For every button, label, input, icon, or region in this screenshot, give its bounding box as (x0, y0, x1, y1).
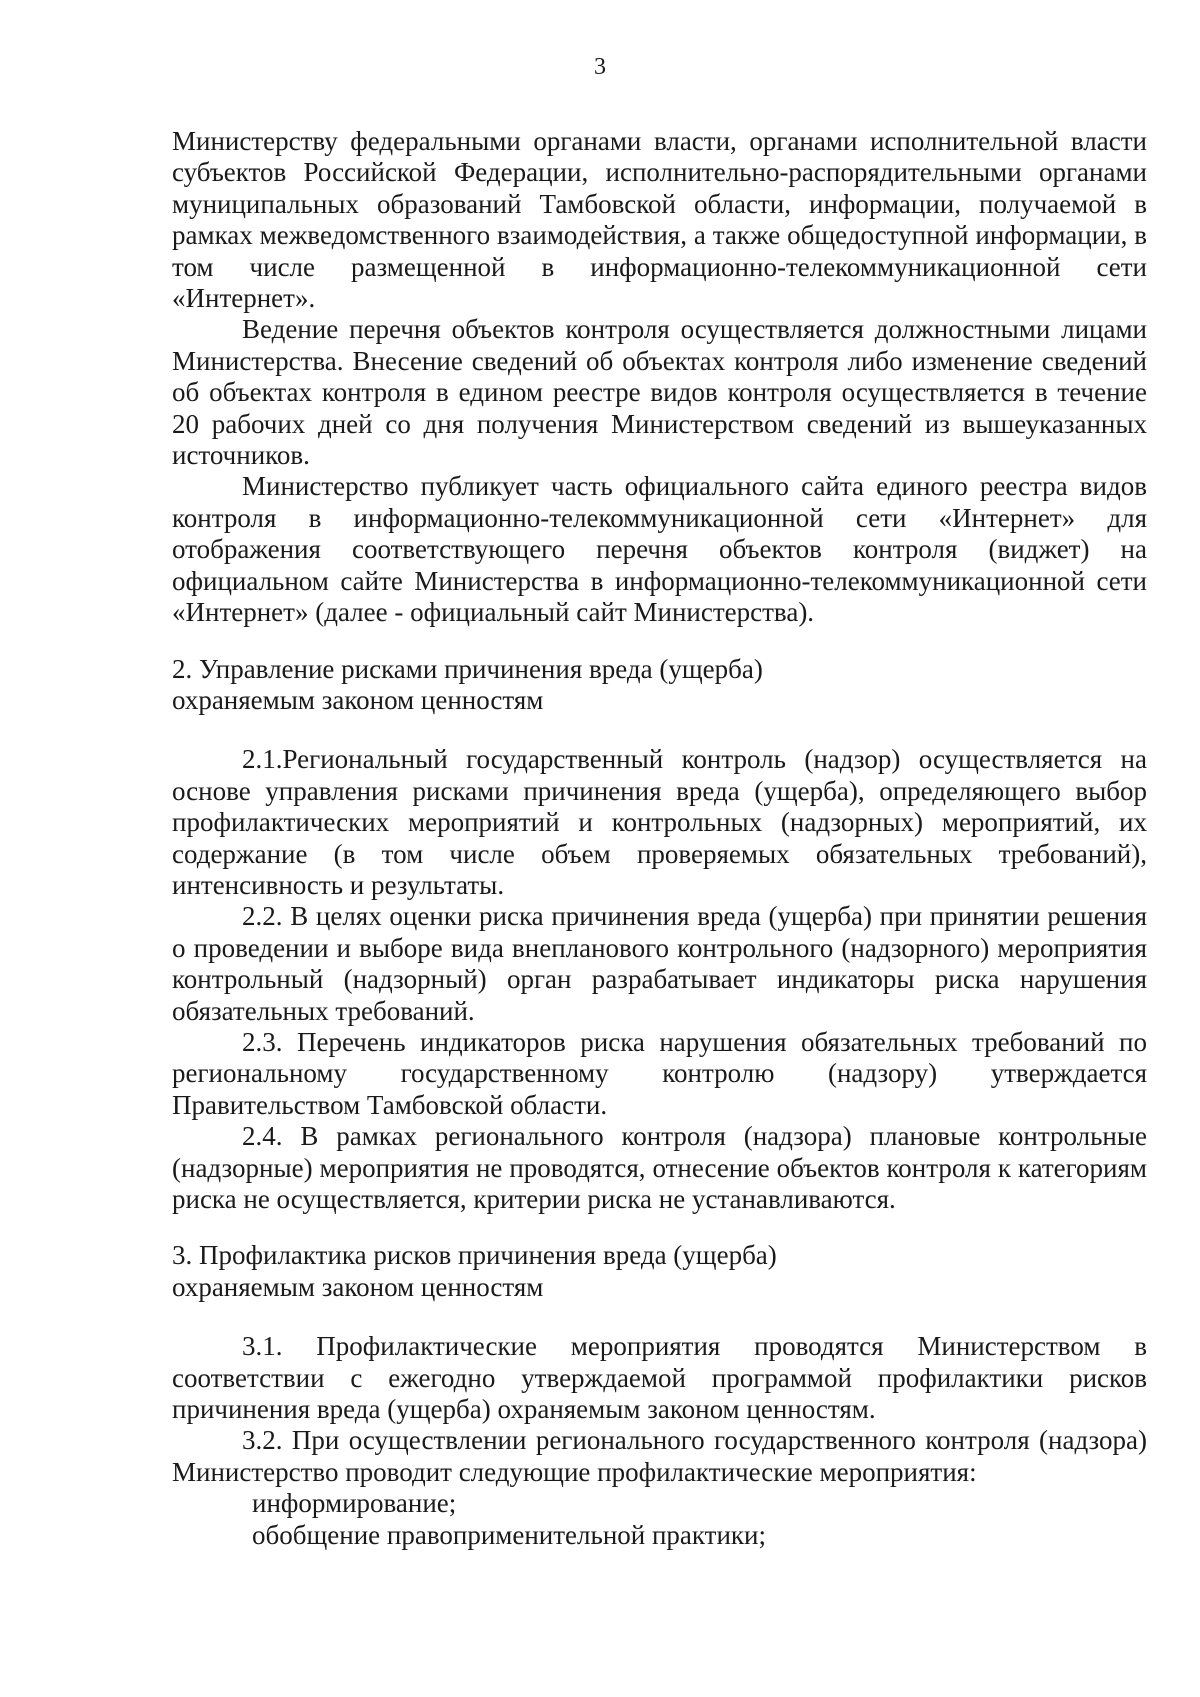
paragraph-intro: Министерство публикует часть официального сайта единого реестра видов контроля в информационно-телекоммуникационной сети «Интернет» для отображения соответствующего перечня объектов контроля (виджет) на официальном сайте Министерства в информационно-телекоммуникационной сети «Интернет» (далее - официальный сайт Министерства). (172, 471, 1147, 628)
list-item: обобщение правоприменительной практики; (252, 1519, 766, 1550)
section-3-heading-line-2: охраняемым законом ценностям (172, 1271, 544, 1302)
document-body (172, 126, 1147, 1551)
clause-2-1: 2.1.Региональный государственный контроль (надзор) осуществляется на основе управления рисками причинения вреда (ущерба), определяющего выбор профилактических мероприятий и контрольных (надзорных) мероприятий, их содержание (в том числе объем проверяемых обязательных требований), интенсивность и результаты. (172, 744, 1147, 900)
section-3-heading-line-1: 3. Профилактика рисков причинения вреда (ущерба) (172, 1240, 777, 1271)
paragraph-intro: Ведение перечня объектов контроля осуществляется должностными лицами Министерства. Внесение сведений об объектах контроля либо изменение сведений об объектах контроля в едином реестре видов контроля осуществляется в течение 20 рабочих дней со дня получения Министерством сведений из вышеуказанных источников. (172, 314, 1147, 471)
clause-3-1: 3.1. Профилактические мероприятия проводятся Министерством в соответствии с ежегодно утверждаемой программой профилактики рисков причинения вреда (ущерба) охраняемым законом ценностям. (172, 1331, 1147, 1425)
paragraph-intro-continuation: Министерству федеральными органами власти, органами исполнительной власти субъектов Российской Федерации, исполнительно-распорядительными органами муниципальных образований Тамбовской области, информации, получаемой в рамках межведомственного взаимодействия, а также общедоступной информации, в том числе размещенной в информационно-телекоммуникационной сети «Интернет». (172, 126, 1147, 314)
clause-2-2: 2.2. В целях оценки риска причинения вреда (ущерба) при принятии решения о проведении и выборе вида внепланового контрольного (надзорного) мероприятия контрольный (надзорный) орган разрабатывает индикаторы риска нарушения обязательных требований. (172, 901, 1147, 1026)
clause-2-4: 2.4. В рамках регионального контроля (надзора) плановые контрольные (надзорные) мероприятия не проводятся, отнесение объектов контроля к категориям риска не осуществляется, критерии риска не устанавливаются. (172, 1121, 1147, 1214)
section-2-heading-line-1: 2. Управление рисками причинения вреда (ущерба) (172, 653, 763, 684)
clause-3-2: 3.2. При осуществлении регионального государственного контроля (надзора) Министерство проводит следующие профилактические мероприятия: (172, 1425, 1147, 1487)
clause-2-3: 2.3. Перечень индикаторов риска нарушения обязательных требований по региональному государственному контролю (надзору) утверждается Правительством Тамбовской области. (172, 1026, 1147, 1120)
list-item: информирование; (252, 1488, 457, 1519)
page-number: 3 (594, 54, 606, 80)
section-2-heading-line-2: охраняемым законом ценностям (172, 684, 544, 715)
